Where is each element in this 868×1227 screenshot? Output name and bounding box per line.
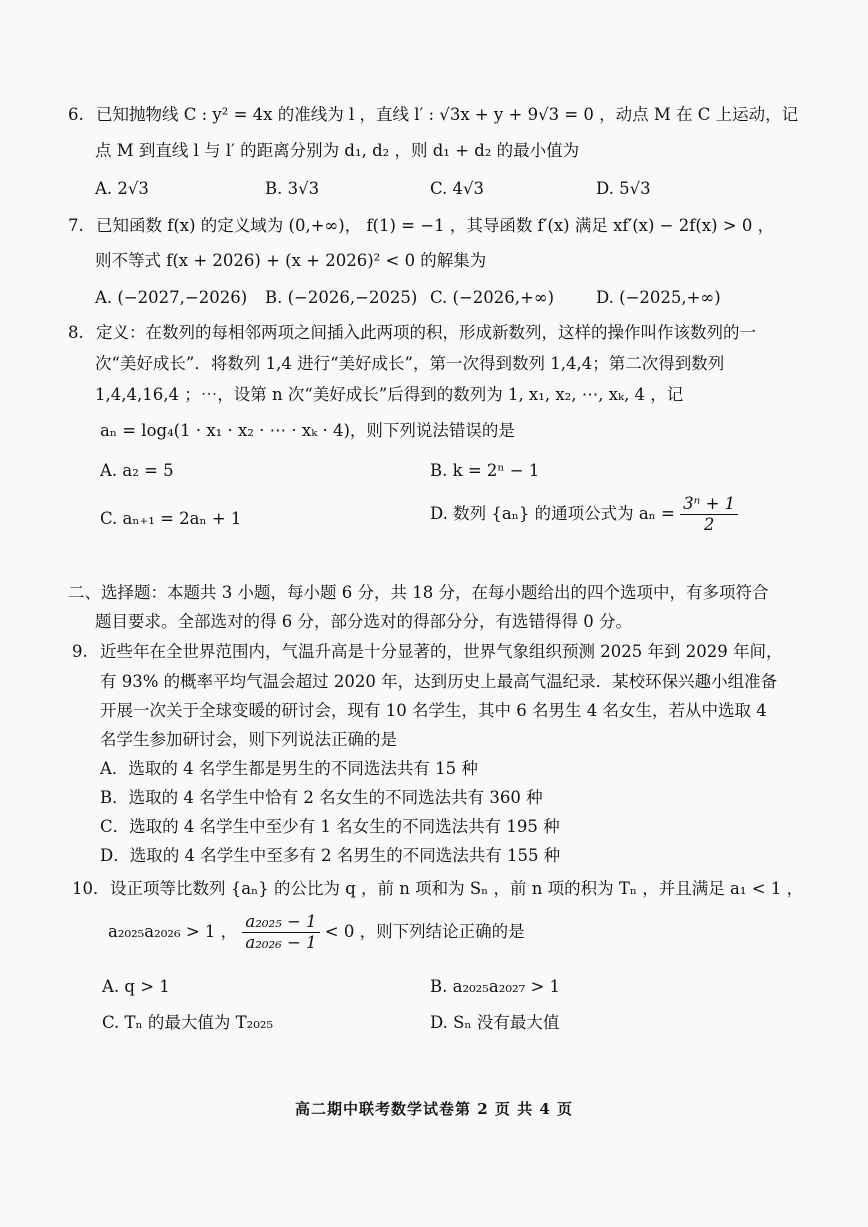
page-footer: 高二期中联考数学试卷第 2 页 共 4 页 (295, 1100, 573, 1118)
q8-option-a: A. a₂ = 5 (100, 461, 174, 480)
q10-option-a: A. q > 1 (102, 977, 170, 996)
q7-option-a: A. (−2027,−2026) (95, 288, 248, 307)
q7-number: 7. (68, 216, 84, 235)
q6-number: 6. (68, 105, 84, 124)
q9-line4: 名学生参加研讨会，则下列说法正确的是 (100, 730, 397, 749)
q8-option-d-fraction: $\frac{\text{3ⁿ + 1}}{2}$ (680, 494, 738, 535)
q9-option-c: C．选取的 4 名学生中至少有 1 名女生的不同选法共有 195 种 (100, 817, 560, 836)
q10-option-c: C. Tₙ 的最大值为 T₂₀₂₅ (102, 1013, 274, 1032)
q7-option-c: C. (−2026,+∞) (430, 288, 555, 307)
q6-option-c: C. 4√3 (430, 179, 485, 198)
q10-line1: 10．设正项等比数列 {aₙ} 的公比为 q ，前 n 项和为 Sₙ ，前 n 项的积为 Tₙ ，并且满足 a₁ < 1 ， (72, 879, 804, 898)
q9-line1: 9. 近些年在全世界范围内，气温升高是十分显著的，世界气象组织预测 2025 年到 2029 年间， (72, 642, 783, 661)
q9-option-a: A．选取的 4 名学生都是男生的不同选法共有 15 种 (100, 759, 478, 778)
q6-option-b: B. 3√3 (265, 179, 320, 198)
q9-number: 9. (72, 642, 88, 661)
q9-line2: 有 93% 的概率平均气温会超过 2020 年，达到历史上最高气温纪录．某校环保兴趣小组准备 (100, 672, 778, 691)
q10-option-b: B. a₂₀₂₅a₂₀₂₇ > 1 (430, 977, 561, 996)
q10-line2: a₂₀₂₅a₂₀₂₆ > 1 ， $\frac{\text{a₂₀₂₅ − 1}}{\text{a₂₀₂₆ − 1}}$ < 0 ，则下列结论正确的是 (108, 912, 525, 952)
q8-option-c: C. aₙ₊₁ = 2aₙ + 1 (100, 509, 242, 528)
q8-number: 8. (68, 323, 84, 342)
q8-line2: 次“美好成长”．将数列 1,4 进行“美好成长”，第一次得到数列 1,4,4；第二次得到数列 (95, 354, 725, 373)
q6-option-d: D. 5√3 (596, 179, 651, 198)
q8-line3: 1,4,4,16,4 ；⋯，设第 n 次“美好成长”后得到的数列为 1, x₁, x₂, ⋯, xₖ, 4 ，记 (95, 385, 684, 404)
q9-line3: 开展一次关于全球变暖的研讨会，现有 10 名学生，其中 6 名男生 4 名女生，若从中选取 4 (100, 701, 767, 720)
q8-line4: aₙ = log₄(1 · x₁ · x₂ · ⋯ · xₖ · 4)，则下列说法错误的是 (100, 421, 515, 440)
q8-option-b: B. k = 2ⁿ − 1 (430, 461, 540, 480)
q6-line2: 点 M 到直线 l 与 l′ 的距离分别为 d₁, d₂ ，则 d₁ + d₂ 的最小值为 (95, 141, 580, 160)
q6-option-a: A. 2√3 (95, 179, 149, 198)
q10-number: 10． (72, 879, 110, 898)
q7-line1: 7. 已知函数 f(x) 的定义域为 (0,+∞)， f(1) = −1 ，其导函数 f′(x) 满足 xf′(x) − 2f(x) > 0 ， (68, 216, 775, 235)
q8-line1: 8. 定义：在数列的每相邻两项之间插入此两项的积，形成新数列，这样的操作叫作该数列的一 (68, 323, 756, 342)
q10-option-d: D. Sₙ 没有最大值 (430, 1013, 560, 1032)
q6-line1: 6. 已知抛物线 C : y² = 4x 的准线为 l ，直线 l′ : √3x + y + 9√3 = 0 ，动点 M 在 C 上运动，记 (68, 105, 799, 124)
q7-line2: 则不等式 f(x + 2026) + (x + 2026)² < 0 的解集为 (95, 251, 487, 270)
q9-option-b: B．选取的 4 名学生中恰有 2 名女生的不同选法共有 360 种 (100, 788, 543, 807)
q8-option-d: D. 数列 {aₙ} 的通项公式为 aₙ = $\frac{\text{3ⁿ + 1}}{2}$ (430, 494, 738, 535)
section2-heading-line2: 题目要求。全部选对的得 6 分，部分选对的得部分分，有选错得得 0 分。 (95, 612, 632, 631)
q7-option-b: B. (−2026,−2025) (265, 288, 418, 307)
q7-option-d: D. (−2025,+∞) (596, 288, 721, 307)
section2-heading-line1: 二、选择题：本题共 3 小题，每小题 6 分，共 18 分，在每小题给出的四个选项中，有多项符合 (68, 583, 769, 602)
q9-option-d: D．选取的 4 名学生中至多有 2 名男生的不同选法共有 155 种 (100, 846, 561, 865)
q10-fraction: $\frac{\text{a₂₀₂₅ − 1}}{\text{a₂₀₂₆ − 1}}$ (242, 912, 319, 953)
